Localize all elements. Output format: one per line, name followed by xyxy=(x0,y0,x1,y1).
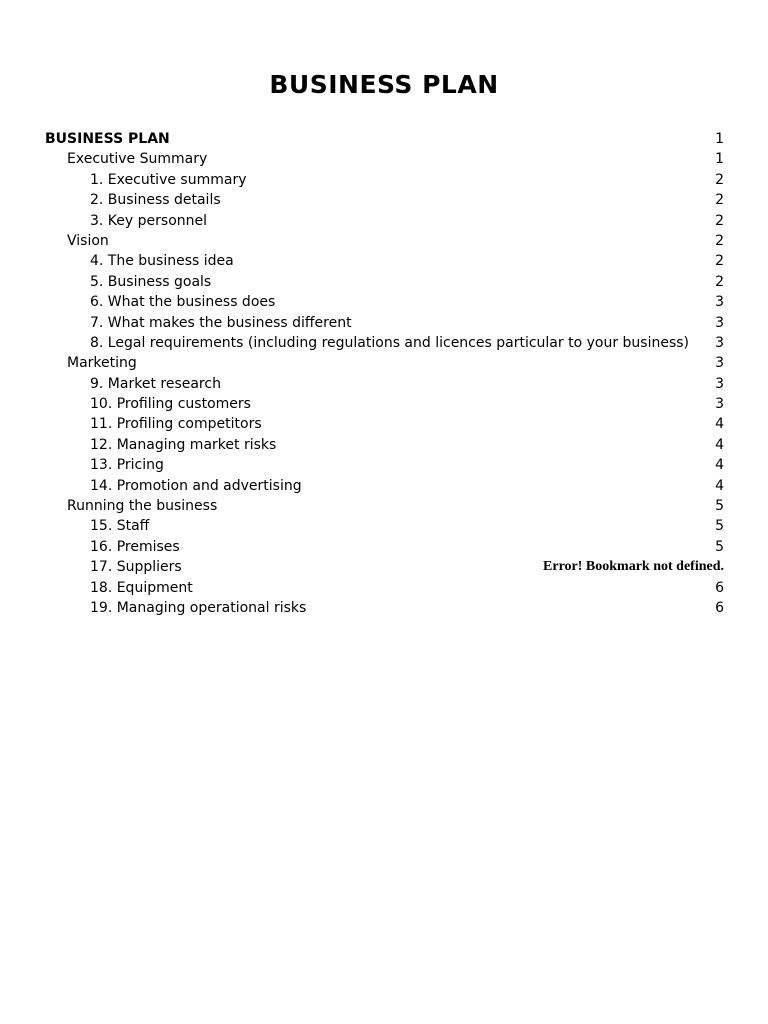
toc-entry-page-number: 5 xyxy=(715,518,724,535)
toc-entry[interactable] xyxy=(45,129,724,149)
toc-entry[interactable] xyxy=(45,149,724,169)
toc-entry-page-number: 2 xyxy=(715,232,724,249)
toc-entry[interactable] xyxy=(45,190,724,210)
toc-entry-label: 14. Promotion and advertising xyxy=(90,477,302,494)
toc-entry[interactable] xyxy=(45,435,724,455)
toc-entry-page-number: 4 xyxy=(715,477,724,494)
toc-entry[interactable] xyxy=(45,251,724,271)
toc-entry[interactable] xyxy=(45,455,724,475)
toc-entry-label: 3. Key personnel xyxy=(90,212,208,229)
toc-entry-error-message: Error! Bookmark not defined. xyxy=(543,559,724,575)
toc-entry-page-number: 5 xyxy=(715,538,724,555)
toc-entry[interactable] xyxy=(45,374,724,394)
toc-entry-label: 7. What makes the business different xyxy=(90,314,352,331)
toc-entry-page-number: 3 xyxy=(715,355,724,372)
toc-entry-page-number: 1 xyxy=(715,131,724,147)
toc-entry-label: 9. Market research xyxy=(90,375,221,392)
toc-entry-page-number: 3 xyxy=(715,396,724,413)
toc-entry-page-number: 3 xyxy=(715,375,724,392)
toc-entry[interactable] xyxy=(45,211,724,231)
toc-entry[interactable] xyxy=(45,313,724,333)
toc-entry-page-number: 2 xyxy=(715,212,724,229)
toc-entry-page-number: 2 xyxy=(715,192,724,209)
toc-entry-page-number: 4 xyxy=(715,436,724,453)
toc-entry-label: 4. The business idea xyxy=(90,253,234,270)
toc-entry-page-number: 3 xyxy=(715,294,724,311)
toc-entry[interactable] xyxy=(45,537,724,557)
toc-entry-label: 11. Profiling competitors xyxy=(90,416,262,433)
toc-entry-label: 13. Pricing xyxy=(90,457,164,474)
toc-entry[interactable] xyxy=(45,414,724,434)
toc-entry-page-number: 6 xyxy=(715,579,724,596)
toc-entry-label: Vision xyxy=(67,232,109,249)
toc-entry-label: 1. Executive summary xyxy=(90,171,247,188)
toc-entry-page-number: 3 xyxy=(715,314,724,331)
toc-entry-label: BUSINESS PLAN xyxy=(45,131,170,147)
toc-entry-label: 16. Premises xyxy=(90,538,180,555)
toc-entry[interactable] xyxy=(45,578,724,598)
toc-entry-page-number: 4 xyxy=(715,416,724,433)
table-of-contents xyxy=(45,129,724,618)
toc-entry-label: 17. Suppliers xyxy=(90,559,182,576)
toc-entry-page-number: 2 xyxy=(715,253,724,270)
toc-entry[interactable] xyxy=(45,333,724,353)
toc-entry-label: 2. Business details xyxy=(90,192,221,209)
toc-entry-label: Running the business xyxy=(67,498,218,515)
toc-entry[interactable] xyxy=(45,231,724,251)
toc-entry[interactable] xyxy=(45,516,724,536)
toc-entry-label: 18. Equipment xyxy=(90,579,193,596)
toc-entry-label: 12. Managing market risks xyxy=(90,436,277,453)
toc-entry[interactable] xyxy=(45,496,724,516)
toc-entry-label: 6. What the business does xyxy=(90,294,276,311)
toc-entry-label: 5. Business goals xyxy=(90,273,212,290)
toc-entry-label: 15. Staff xyxy=(90,518,150,535)
toc-entry[interactable] xyxy=(45,557,724,577)
toc-entry-page-number: 1 xyxy=(715,151,724,168)
toc-entry-page-number: 5 xyxy=(715,498,724,515)
toc-entry[interactable] xyxy=(45,170,724,190)
toc-entry[interactable] xyxy=(45,598,724,618)
toc-entry-label: 10. Profiling customers xyxy=(90,396,251,413)
document-title: BUSINESS PLAN xyxy=(269,70,499,99)
toc-entry-page-number: 4 xyxy=(715,457,724,474)
toc-entry[interactable] xyxy=(45,476,724,496)
toc-entry-page-number: 2 xyxy=(715,273,724,290)
toc-entry-page-number: 6 xyxy=(715,599,724,616)
toc-entry-label: Marketing xyxy=(67,355,137,372)
toc-entry[interactable] xyxy=(45,394,724,414)
toc-entry[interactable] xyxy=(45,353,724,373)
toc-entry-page-number: 2 xyxy=(715,171,724,188)
toc-entry-label: Executive Summary xyxy=(67,151,208,168)
toc-entry-page-number: 3 xyxy=(715,334,724,351)
toc-entry-label: 8. Legal requirements (including regulations and licences particular to your business) xyxy=(90,334,689,351)
toc-entry[interactable] xyxy=(45,292,724,312)
toc-entry-label: 19. Managing operational risks xyxy=(90,599,307,616)
toc-entry[interactable] xyxy=(45,272,724,292)
